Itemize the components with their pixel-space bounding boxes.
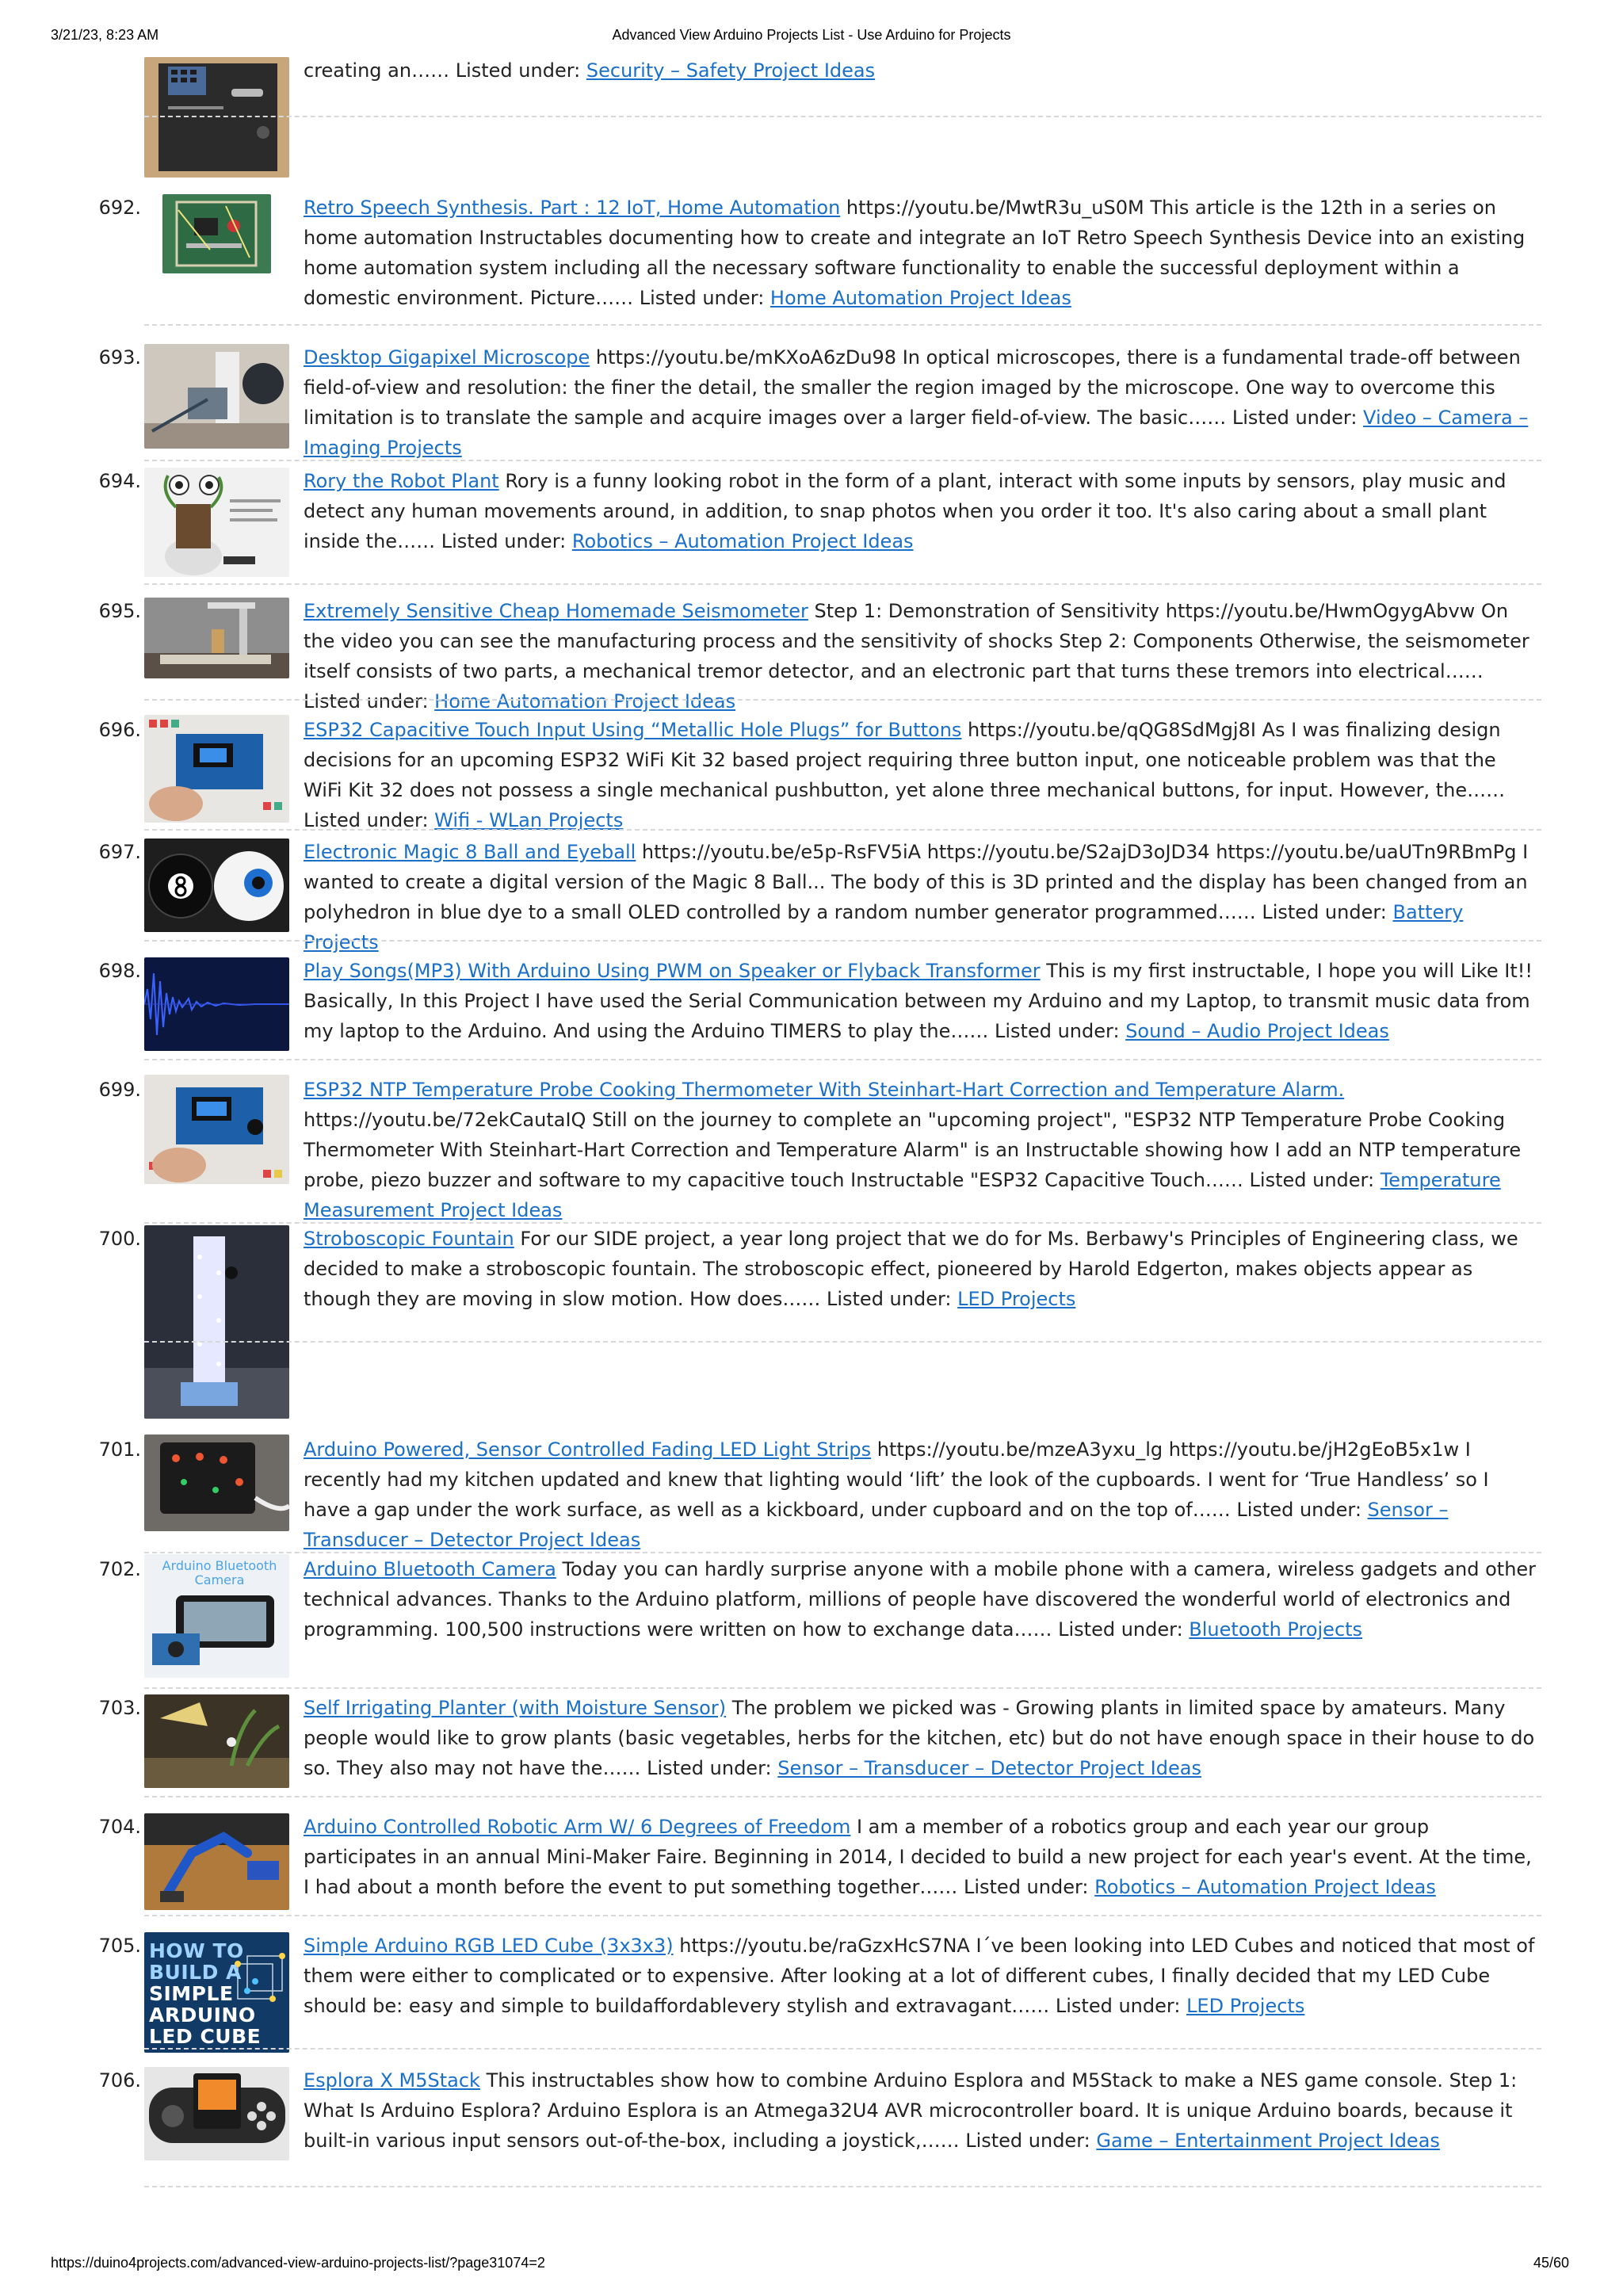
category-link[interactable]: Home Automation Project Ideas (434, 690, 736, 712)
divider (144, 1796, 1541, 1797)
divider (144, 1341, 1541, 1343)
entry-number: 704. (98, 1816, 141, 1838)
led-cube-image[interactable] (144, 1932, 289, 2053)
audio-waveform-image[interactable] (144, 957, 289, 1051)
entry-title-link[interactable]: Esplora X M5Stack (304, 2069, 480, 2092)
divider (144, 324, 1541, 326)
entry-number: 693. (98, 346, 141, 369)
entry-description: https://youtu.be/mKXoA6zDu98 In optical microscopes, there is a fundamental trade-off between field-of-view and resolution: the finer the detail, the smaller the region imaged by the microscope. One way to overcome this limitation is to translate the sample and acquire images over a larger field-of-view. The basic…… Listed under: (304, 346, 1521, 429)
category-link[interactable]: Sensor – Transducer – Detector Project Ideas (777, 1757, 1201, 1779)
entry-description: https://youtu.be/MwtR3u_uS0M This article is the 12th in a series on home automation Instructables documenting how to create and integrate an IoT Retro Speech Synthesis Device into an existing home automation system including all the necessary software functionality to enable the successful deployment within a domestic environment. Picture…… Listed under: (304, 197, 1526, 309)
entry-title-link[interactable]: Arduino Powered, Sensor Controlled Fading LED Light Strips (304, 1438, 872, 1461)
planter-image[interactable] (144, 1694, 289, 1788)
category-link[interactable]: Sound – Audio Project Ideas (1125, 1020, 1389, 1042)
print-page-count: 45/60 (1533, 2255, 1569, 2271)
bluetooth-camera-image[interactable] (144, 1554, 289, 1678)
entry-number: 698. (98, 960, 141, 982)
category-link[interactable]: Battery Projects (304, 901, 1464, 953)
category-link[interactable]: LED Projects (1186, 1995, 1305, 2017)
entry-text (304, 193, 1540, 313)
entry-text (304, 1931, 1540, 2021)
entry-number: 696. (98, 719, 141, 741)
entry-title-link[interactable]: Electronic Magic 8 Ball and Eyeball (304, 841, 636, 863)
divider (144, 2048, 1541, 2050)
print-header (0, 27, 1623, 51)
robotic-arm-image[interactable] (144, 1813, 289, 1910)
category-link[interactable]: Robotics – Automation Project Ideas (571, 530, 914, 552)
entry-description: https://youtu.be/e5p-RsFV5iA https://youtu.be/S2ajD3oJD34 https://youtu.be/uaUTn9RBmPg I wanted to create a digital version of the Magic 8 Ball... The body of this is 3D printed and the display has been changed from an polyhedron in blue dye to a small OLED controlled by a random number generator programmed…… Listed under: (304, 841, 1529, 923)
entry-description: I am a member of a robotics group and each year our group participates in an annual Mini-Maker Faire. Beginning in 2014, I decided to build a new project for each year's event. At the time, I had about a month before the event to put something together…… Listed under: (304, 1816, 1532, 1898)
category-link[interactable]: Bluetooth Projects (1189, 1618, 1363, 1641)
circuit-board-image[interactable] (162, 194, 271, 273)
category-link[interactable]: Security – Safety Project Ideas (586, 59, 876, 82)
entry-text (304, 1554, 1540, 1645)
divider (144, 2186, 1541, 2187)
entry-title-link[interactable]: Arduino Bluetooth Camera (304, 1558, 556, 1580)
entry-title-link[interactable]: Desktop Gigapixel Microscope (304, 346, 590, 369)
entry-text (304, 2065, 1540, 2156)
led-fountain-image[interactable] (144, 1225, 289, 1419)
divider (144, 1687, 1541, 1689)
esp32-thermometer-image[interactable] (144, 1075, 289, 1184)
category-link[interactable]: Wifi - WLan Projects (434, 809, 624, 831)
divider (144, 1915, 1541, 1916)
print-footer (0, 2255, 1623, 2279)
entry-title-link[interactable]: Simple Arduino RGB LED Cube (3x3x3) (304, 1935, 674, 1957)
entry-number: 699. (98, 1079, 141, 1101)
divider (144, 1552, 1541, 1553)
entry-text (304, 1224, 1540, 1314)
entry-title-link[interactable]: Arduino Controlled Robotic Arm W/ 6 Degrees of Freedom (304, 1816, 851, 1838)
entry-description: https://youtu.be/72ekCautaIQ Still on the journey to complete an "upcoming project", "ESP32 NTP Temperature Probe Cooking Thermometer With Steinhart-Hart Correction and Temperature Alarm" is an Instructable showing how I add an NTP temperature probe, piezo buzzer and software to my capacitive touch Instructable "ESP32 Capacitive Touch…… Listed under: (304, 1109, 1522, 1191)
entry-text (304, 715, 1540, 835)
print-url: https://duino4projects.com/advanced-view-arduino-projects-list/?page31074=2 (51, 2255, 545, 2271)
entry-number: 705. (98, 1935, 141, 1957)
esp32-board-image[interactable] (144, 715, 289, 823)
entry-description: Step 1: Demonstration of Sensitivity https://youtu.be/HwmOgygAbvw On the video you can see the manufacturing process and the sensitivity of shocks Step 2: Components Otherwise, the seismometer itself consists of two parts, a mechanical tremor detector, and an electronic part that turns these tremors into electrical…… Listed under: (304, 600, 1529, 712)
entry-description: https://youtu.be/qQG8SdMgj8I As I was finalizing design decisions for an upcoming ESP32 WiFi Kit 32 based project requiring three button input, one noticeable problem was that the WiFi Kit 32 does not possess a single mechanical pushbutton, yet alone three mechanical buttons, for input. However, the…… Listed under: (304, 719, 1506, 831)
entry-description: This is my first instructable, I hope you will Like It!! Basically, In this Project I have used the Serial Communication between my Arduino and my Laptop, to transmit music data from my laptop to the Arduino. And using the Arduino TIMERS to play the…… Listed under: (304, 960, 1533, 1042)
divider (144, 116, 1541, 117)
entry-number: 702. (98, 1558, 141, 1580)
robot-plant-image[interactable] (144, 468, 289, 577)
entry-text (304, 55, 1540, 86)
entry-number: 692. (98, 197, 141, 219)
entry-title-link[interactable]: ESP32 NTP Temperature Probe Cooking Thermometer With Steinhart-Hart Correction and Temperature Alarm. (304, 1079, 1345, 1101)
divider (144, 583, 1541, 585)
entry-text (304, 1693, 1540, 1783)
divider (144, 460, 1541, 461)
divider (144, 829, 1541, 831)
divider (144, 1059, 1541, 1060)
print-datetime: 3/21/23, 8:23 AM (51, 27, 159, 43)
entry-description: Today you can hardly surprise anyone with a mobile phone with a camera, wireless gadgets and other technical advances. Thanks to the Arduino platform, millions of people have discovered the wonderful world of electronics and programming. 100,500 instructions were written on how to exchange data…… Listed under: (304, 1558, 1537, 1641)
print-page-title: Advanced View Arduino Projects List - Use Arduino for Projects (612, 27, 1011, 43)
entry-number: 694. (98, 470, 141, 492)
game-console-image[interactable] (144, 2067, 289, 2160)
entry-description: The problem we picked was - Growing plants in limited space by amateurs. Many people would like to grow plants (basic vegetables, herbs for the kitchen, etc) but do not have enough space in their house to do so. They also may not have the…… Listed under: (304, 1697, 1535, 1779)
category-link[interactable]: Game – Entertainment Project Ideas (1096, 2130, 1440, 2152)
entry-text (304, 466, 1540, 556)
category-link[interactable]: Sensor – Transducer – Detector Project Ideas (304, 1499, 1449, 1551)
entry-title-link[interactable]: Retro Speech Synthesis. Part : 12 IoT, Home Automation (304, 197, 841, 219)
keypad-door-lock-image[interactable] (144, 57, 289, 178)
magic-8-ball-image[interactable] (144, 839, 289, 932)
entry-description: https://youtu.be/raGzxHcS7NA I´ve been looking into LED Cubes and noticed that most of them were either to complicated or to expensive. After looking at a lot of different cubes, I finally decided that my LED Cube should be: easy and simple to buildaffordablevery stylish and extravagant…… Listed under: (304, 1935, 1535, 2017)
entry-number: 701. (98, 1438, 141, 1461)
divider (144, 940, 1541, 942)
thumb-caption: Arduino Bluetooth Camera (162, 1558, 277, 1587)
entry-title-link[interactable]: Play Songs(MP3) With Arduino Using PWM on Speaker or Flyback Transformer (304, 960, 1041, 982)
entry-text (304, 956, 1540, 1046)
entry-number: 706. (98, 2069, 141, 2092)
entry-title-link[interactable]: Rory the Robot Plant (304, 470, 499, 492)
seismometer-image[interactable] (144, 598, 289, 678)
category-link[interactable]: Robotics – Automation Project Ideas (1094, 1876, 1436, 1898)
entry-title-link[interactable]: Stroboscopic Fountain (304, 1228, 514, 1250)
entry-description: creating an…… Listed under: (304, 59, 586, 82)
entry-title-link[interactable]: Extremely Sensitive Cheap Homemade Seismometer (304, 600, 808, 622)
entry-description: For our SIDE project, a year long project that we do for Ms. Berbawy's Principles of Engineering class, we decided to make a stroboscopic fountain. The stroboscopic effect, pioneered by Harold Edgerton, makes objects appear as though they are moving in slow motion. How does…… Listed under: (304, 1228, 1518, 1310)
entry-text (304, 1075, 1540, 1225)
microscope-image[interactable] (144, 344, 289, 449)
entry-number: 695. (98, 600, 141, 622)
entry-title-link[interactable]: ESP32 Capacitive Touch Input Using “Metallic Hole Plugs” for Buttons (304, 719, 962, 741)
category-link[interactable]: LED Projects (957, 1288, 1076, 1310)
entry-description: This instructables show how to combine Arduino Esplora and M5Stack to make a NES game console. Step 1: What Is Arduino Esplora? Arduino Esplora is an Atmega32U4 AVR microcontroller board. It is unique Arduino boards, because it built-in various input sensors out-of-the-box, including a joystick,…… Listed under: (304, 2069, 1518, 2152)
led-cube-caption: HOW TO BUILD A SIMPLE ARDUINO LED CUBE (149, 1939, 262, 2048)
entry-description: Rory is a funny looking robot in the form of a plant, interact with some inputs by sensors, play music and detect any human movements around, in addition, to snap photos when you order it too. It's also caring about a small plant inside the…… Listed under: (304, 470, 1507, 552)
category-link[interactable]: Home Automation Project Ideas (769, 287, 1071, 309)
entry-text (304, 342, 1540, 463)
led-controller-box-image[interactable] (144, 1435, 289, 1531)
entry-text (304, 1435, 1540, 1555)
entry-number: 703. (98, 1697, 141, 1719)
entry-number: 700. (98, 1228, 141, 1250)
divider (144, 699, 1541, 701)
category-link[interactable]: Temperature Measurement Project Ideas (304, 1169, 1501, 1221)
entry-text (304, 1812, 1540, 1902)
category-link[interactable]: Video – Camera – Imaging Projects (304, 407, 1529, 459)
entry-title-link[interactable]: Self Irrigating Planter (with Moisture Sensor) (304, 1697, 727, 1719)
entry-description: https://youtu.be/mzeA3yxu_lg https://youtu.be/jH2gEoB5x1w I recently had my kitchen updated and knew that lighting would ‘lift’ the look of the cupboards. I went for ‘True Handless’ so I have a gap under the work surface, as well as a kickboard, under cupboard and on the top of…… Listed under: (304, 1438, 1489, 1521)
entry-number: 697. (98, 841, 141, 863)
